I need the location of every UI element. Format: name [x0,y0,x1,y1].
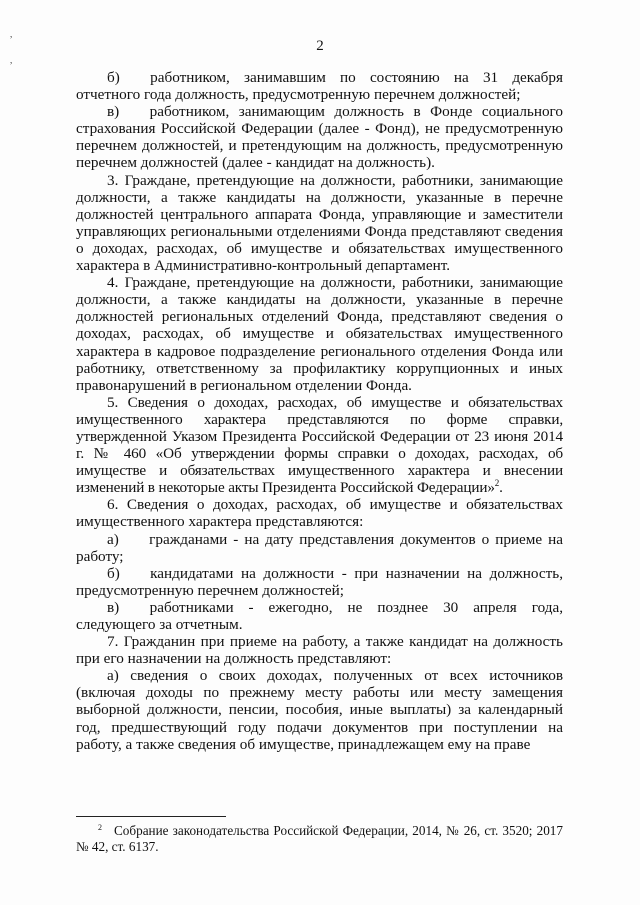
margin-mark: , [10,55,13,65]
page-number: 2 [316,38,324,54]
paragraph-5 [76,394,563,497]
footnote-text: Собрание законодательства Российской Федерации, 2014, № 26, ст. 3520; 2017 № 42, ст. 6137. [76,823,563,854]
document-body [76,69,563,753]
paragraph-item-b: б) работником, занимавшим по состоянию на 31 декабря отчетного года должность, предусмотренную перечнем должностей; [76,69,563,104]
footnote [76,823,563,854]
footnote-reference: 2 [494,478,500,489]
paragraph-6-item-v: в) работниками - ежегодно, не позднее 30 апреля года, следующего за отчетным. [76,598,563,633]
footnote-marker: 2 [98,822,102,832]
paragraph-5-text: 5. Сведения о доходах, расходах, об имуществе и обязательствах имущественного характера представляются по форме справки, утвержденной Указом Президента Российской Федерации от 23 июня 2014 г. № 460 «Об утверждении формы справки о доходах, расходах, об имуществе и обязательствах имущественного характера и внесении изменений в некоторые акты Президента Российской Федерации» [76,393,563,497]
footnote-reference-suffix: . [499,479,503,497]
paragraph-3: 3. Граждане, претендующие на должности, работники, занимающие должности, а также кандидаты на должности, указанные в перечне должностей центрального аппарата Фонда, управляющие и заместители управляющих региональными отделениями Фонда представляют сведения о доходах, расходах, об имуществе и обязательствах имущественного характера в Административно-контрольный департамент. [76,171,563,275]
footnote-divider [76,816,226,817]
paragraph-6-item-a: а) гражданами - на дату представления документов о приеме на работу; [76,530,563,565]
margin-mark: , [10,29,13,39]
paragraph-6: 6. Сведения о доходах, расходах, об имуществе и обязательствах имущественного характера представляются: [76,496,563,531]
paragraph-7-item-a: а) сведения о своих доходах, полученных от всех источников (включая доходы по прежнему месту работы или месту замещения выборной должности, пенсии, пособия, иные выплаты) за календарный год, предшествующий году подачи документов при поступлении на работу, а также сведения об имуществе, принадлежащем ему на праве [76,667,563,753]
paragraph-7: 7. Гражданин при приеме на работу, а также кандидат на должность при его назначении на должность представляют: [76,633,563,668]
paragraph-4: 4. Граждане, претендующие на должности, работники, занимающие должности, а также кандидаты на должности, указанные в перечне должностей региональных отделений Фонда, представляют сведения о доходах, расходах, об имуществе и обязательствах имущественного характера в кадровое подразделение регионального отделения Фонда или работнику, ответственному за профилактику коррупционных и иных правонарушений в региональном отделении Фонда. [76,274,563,394]
paragraph-item-v: в) работником, занимающим должность в Фонде социального страхования Российской Федерации (далее - Фонд), не предусмотренную перечнем должностей, и претендующим на должность, предусмотренную перечнем должностей (далее - кандидат на должность). [76,103,563,172]
paragraph-6-item-b: б) кандидатами на должности - при назначении на должность, предусмотренную перечнем должностей; [76,564,563,599]
